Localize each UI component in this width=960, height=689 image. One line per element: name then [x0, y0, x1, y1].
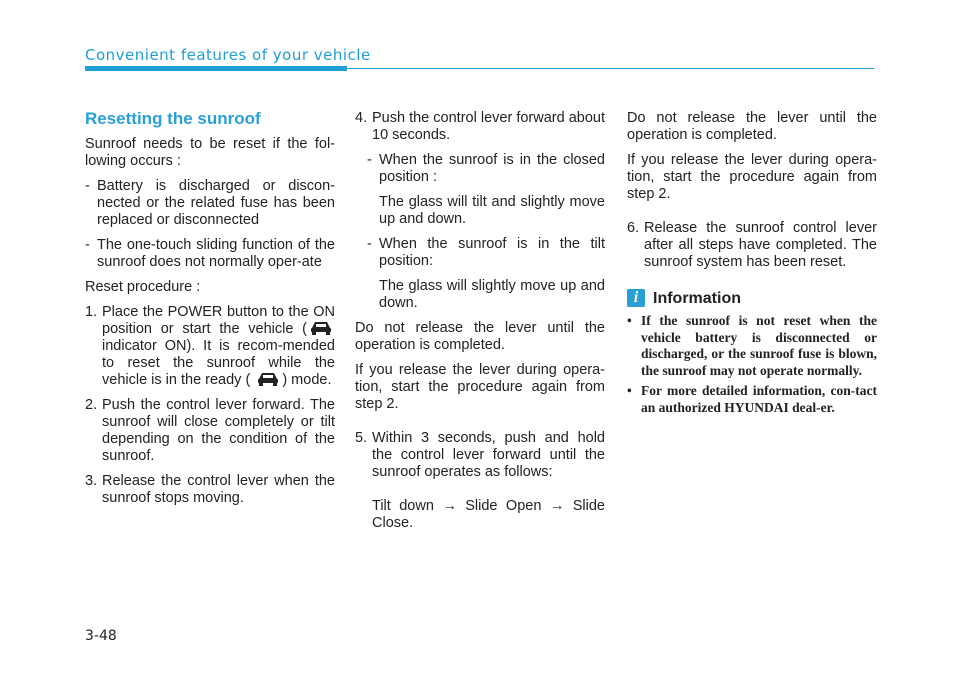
step-text: Place the POWER button to the ON position or start the vehicle ( indicator ON). It is recom-mended to reset the sunroof while the vehicle is in the ready ( ) mode. — [102, 304, 335, 388]
dash-marker: - — [367, 236, 372, 252]
step-text: Release the control lever when the sunroof stops moving. — [102, 473, 335, 506]
step-number: 6. — [627, 220, 640, 236]
info-text: For more detailed information, con-tact an authorized HYUNDAI deal-er. — [641, 383, 877, 415]
step-item — [355, 110, 605, 144]
warning-text: If you release the lever during opera-tion, start the procedure again from step 2. — [355, 362, 605, 412]
step-number: 1. — [85, 304, 98, 320]
step-item — [85, 304, 335, 389]
ready-indicator-icon — [257, 372, 279, 386]
step-item — [355, 430, 605, 481]
step-text: Release the sunroof control lever after all steps have completed. The sunroof system has been reset. — [644, 220, 877, 270]
header-title: Convenient features of your vehicle — [85, 46, 371, 64]
header-bar-thick — [85, 66, 347, 71]
operation-sequence: Tilt down → Slide Open → Slide Close. — [372, 498, 605, 531]
warning-text: Do not release the lever until the operation is completed. — [355, 320, 605, 353]
substep-desc: The glass will slightly move up and down. — [379, 278, 605, 311]
info-icon: i — [627, 289, 645, 307]
intro-text: Sunroof needs to be reset if the fol-lowing occurs : — [85, 136, 335, 169]
bullet-marker: • — [627, 383, 632, 398]
step-text: Within 3 seconds, push and hold the control lever forward until the sunroof operates as follows: — [372, 430, 605, 480]
step-text: Push the control lever forward. The sunroof will close completely or tilt depending on the condition of the sunroof. — [102, 397, 335, 464]
step-number: 4. — [355, 110, 368, 126]
header-bar-thin — [347, 68, 874, 69]
dash-marker: - — [367, 152, 372, 168]
warning-text: Do not release the lever until the operation is completed. — [627, 110, 877, 143]
dash-marker: - — [85, 237, 90, 253]
information-heading — [627, 289, 877, 307]
info-item — [627, 383, 877, 416]
step-number: 5. — [355, 430, 368, 446]
step-number: 3. — [85, 473, 98, 489]
reset-procedure-label: Reset procedure : — [85, 279, 201, 295]
info-text: If the sunroof is not reset when the vehicle battery is disconnected or discharged, or the sunroof fuse is blown, the sunroof may not operate normally. — [641, 313, 877, 378]
step-item — [627, 220, 877, 271]
condition-text: The one-touch sliding function of the sunroof does not normally oper-ate — [97, 237, 335, 270]
condition-text: Battery is discharged or discon-nected or the related fuse has been replaced or disconnected — [97, 178, 335, 228]
substep-item — [367, 152, 605, 186]
column-2 — [355, 110, 605, 532]
step-text: Push the control lever forward about 10 seconds. — [372, 110, 605, 143]
substep-desc: The glass will tilt and slightly move up and down. — [379, 194, 605, 227]
substep-text: When the sunroof is in the closed position : — [379, 152, 605, 185]
condition-item — [85, 237, 335, 271]
step-number: 2. — [85, 397, 98, 413]
information-title: Information — [653, 289, 741, 307]
ready-indicator-icon — [310, 321, 332, 335]
info-item — [627, 313, 877, 379]
dash-marker: - — [85, 178, 90, 194]
section-title: Resetting the sunroof — [85, 109, 261, 128]
substep-item — [367, 236, 605, 270]
step-item — [85, 473, 335, 507]
warning-text: If you release the lever during opera-tion, start the procedure again from step 2. — [627, 152, 877, 202]
condition-item — [85, 178, 335, 229]
substep-text: When the sunroof is in the tilt position: — [379, 236, 605, 269]
column-1 — [85, 110, 335, 515]
bullet-marker: • — [627, 313, 632, 328]
column-3 — [627, 110, 877, 420]
page-number: 3-48 — [85, 628, 117, 644]
step-item — [85, 397, 335, 465]
